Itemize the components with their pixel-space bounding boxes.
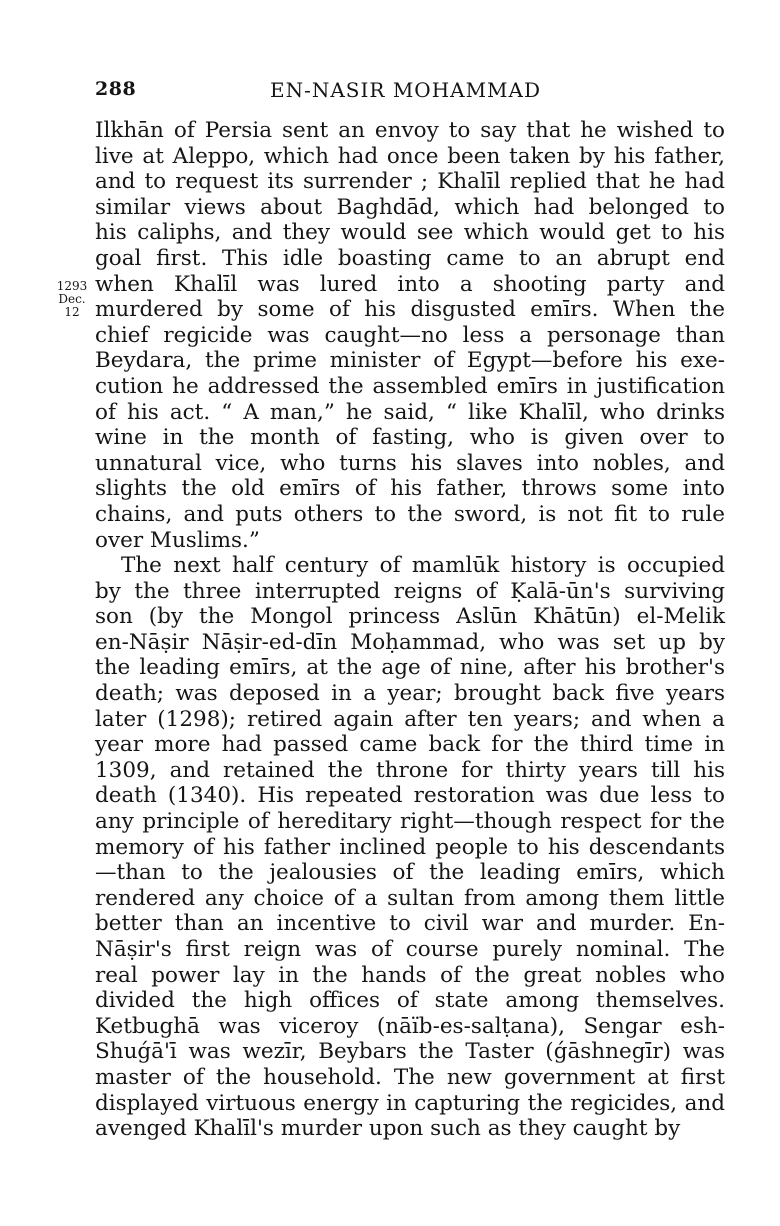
margin-note-year: 1293: [56, 279, 88, 293]
text-line: Ilkhān of Persia sent an envoy to say that he wished to: [95, 118, 725, 143]
text-line: later (1298); retired again after ten years; and when a: [95, 706, 725, 732]
text-line: Ketbughā was viceroy (nāïb-es-salṭana), Sengar esh-: [95, 1013, 725, 1039]
text-line: chief regicide was caught—no less a personage than: [95, 322, 725, 348]
text-line: when Khalīl was lured into a shooting party and: [95, 271, 725, 297]
text-line: 1309, and retained the throne for thirty years till his: [95, 757, 725, 783]
text-line: live at Aleppo, which had once been taken by his father,: [95, 143, 725, 169]
text-line: Beydara, the prime minister of Egypt—before his exe-: [95, 348, 725, 374]
text-line: real power lay in the hands of the great nobles who: [95, 962, 725, 988]
text-line: death (1340). His repeated restoration was due less to: [95, 783, 725, 809]
text-line: better than an incentive to civil war and murder. En-: [95, 911, 725, 937]
text-line: by the three interrupted reigns of Ḳalā-ūn's surviving: [95, 578, 725, 604]
text-line: chains, and puts others to the sword, is not fit to rule: [95, 501, 725, 527]
margin-date-note: [50, 280, 94, 319]
margin-note-day: 12: [64, 305, 80, 319]
text-line: and to request its surrender ; Khalīl replied that he had: [95, 169, 725, 195]
running-head: EN-NASIR MOHAMMAD: [270, 78, 542, 102]
text-line: his caliphs, and they would see which would get to his: [95, 220, 725, 246]
text-line: rendered any choice of a sultan from among them little: [95, 885, 725, 911]
text-line: death; was deposed in a year; brought back five years: [95, 681, 725, 707]
text-line: divided the high offices of state among themselves.: [95, 988, 725, 1014]
body-text: [95, 118, 725, 1142]
text-line: any principle of hereditary right—though respect for the: [95, 809, 725, 835]
text-line: cution he addressed the assembled emīrs in justification: [95, 373, 725, 399]
text-line: avenged Khalīl's murder upon such as they caught by: [95, 1116, 681, 1142]
text-line: master of the household. The new government at first: [95, 1064, 725, 1090]
text-line: —than to the jealousies of the leading emīrs, which: [95, 860, 725, 886]
text-line: son (by the Mongol princess Aslūn Khātūn) el-Melik: [95, 604, 725, 630]
text-line: goal first. This idle boasting came to an abrupt end: [95, 245, 725, 271]
text-line: slights the old emīrs of his father, throws some into: [95, 476, 725, 502]
text-line: over Muslims.”: [95, 527, 260, 553]
text-line: en-Nāṣir Nāṣir-ed-dīn Moḥammad, who was set up by: [95, 629, 725, 655]
text-line: wine in the month of fasting, who is given over to: [95, 425, 725, 451]
text-line: Nāṣir's first reign was of course purely nominal. The: [95, 937, 725, 962]
text-line: the leading emīrs, at the age of nine, after his brother's: [95, 655, 725, 681]
text-line: displayed virtuous energy in capturing the regicides, and: [95, 1090, 725, 1116]
text-line: unnatural vice, who turns his slaves into nobles, and: [95, 450, 725, 476]
text-line: similar views about Baghdād, which had belonged to: [95, 194, 725, 220]
margin-note-month: Dec.: [58, 292, 86, 306]
text-line: of his act. “ A man,” he said, “ like Khalīl, who drinks: [95, 399, 725, 425]
text-line: memory of his father inclined people to his descendants: [95, 834, 725, 860]
text-line: year more had passed came back for the third time in: [95, 732, 725, 758]
text-line: Shuǵā'ī was wezīr, Beybars the Taster (ǵāshnegīr) was: [95, 1039, 725, 1065]
text-line: The next half century of mamlūk history is occupied: [121, 553, 725, 579]
text-line: murdered by some of his disgusted emīrs. When the: [95, 297, 725, 323]
page-number: 288: [95, 78, 137, 100]
